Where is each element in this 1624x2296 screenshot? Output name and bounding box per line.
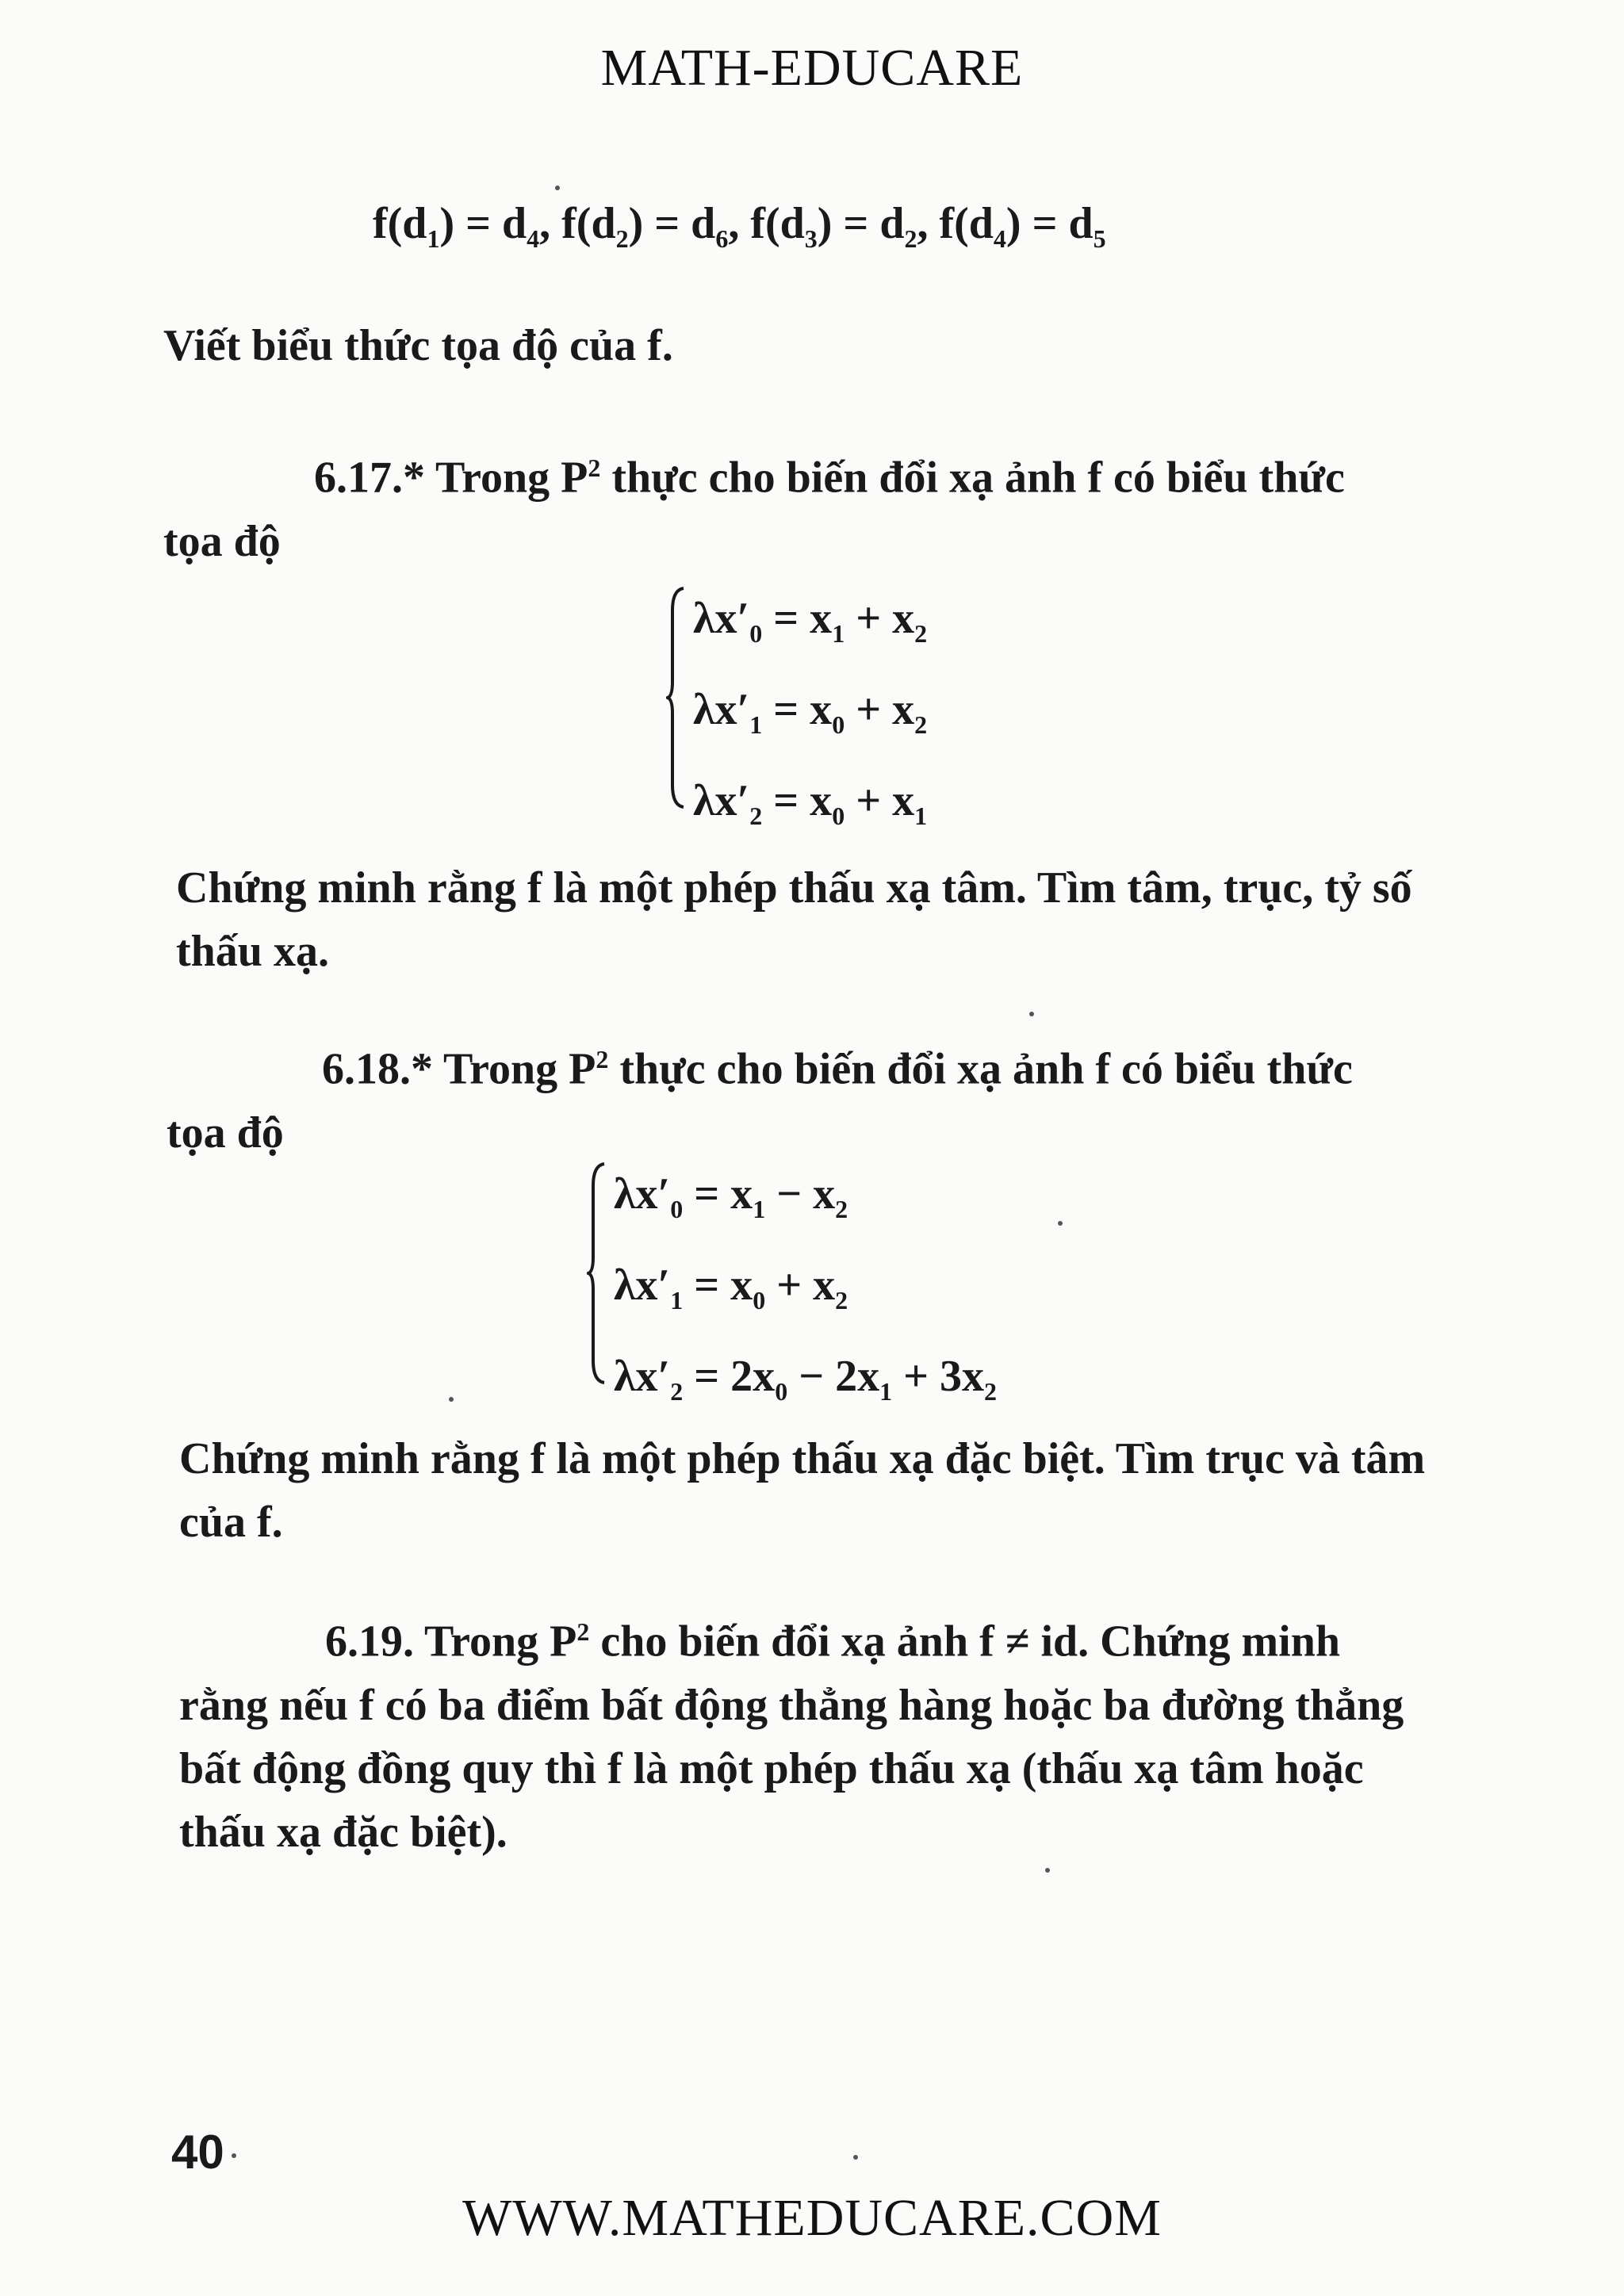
term: = x [762, 594, 833, 643]
exercise-6-18-line2: tọa độ [167, 1108, 284, 1158]
mapping-equation [373, 198, 1106, 254]
sub: 2 [670, 1377, 684, 1406]
term: λx′ [614, 1261, 671, 1311]
term: = x [683, 1169, 753, 1219]
system-row [614, 1156, 997, 1247]
system-6-18 [587, 1156, 997, 1430]
term: λx′ [693, 776, 750, 826]
exercise-number: 6.19. [325, 1617, 414, 1667]
term: = x [762, 776, 833, 826]
exercise-6-19 [179, 1600, 1432, 1864]
exercise-6-17-line2: tọa độ [163, 516, 281, 566]
sub: 2 [835, 1286, 848, 1315]
scan-speck [449, 1397, 454, 1402]
exercise-number: 6.17.* [314, 453, 425, 503]
sub: 2 [984, 1377, 998, 1406]
term: + x [845, 685, 915, 735]
sub: 0 [753, 1286, 766, 1315]
term: + 3x [892, 1352, 985, 1402]
sub: 2 [914, 619, 928, 649]
system-row [693, 580, 927, 672]
task-line: Chứng minh rằng f là một phép thấu xạ tâm. Tìm tâm, trục, tỷ số [176, 863, 1412, 913]
left-brace-icon [666, 587, 687, 809]
text-run: thực cho biến đổi xạ ảnh f có biểu thức [608, 1044, 1353, 1094]
eq-sub: 3 [804, 224, 818, 254]
term: λx′ [693, 594, 750, 643]
eq-part: , f(d [917, 199, 994, 248]
system-6-17 [666, 580, 927, 855]
exercise-6-19-line2: rằng nếu f có ba điểm bất động thẳng hàng hoặc ba đường thẳng [179, 1680, 1404, 1730]
eq-sub: 6 [715, 224, 729, 254]
page-footer-url: WWW.MATHEDUCARE.COM [462, 2189, 1162, 2247]
task-line: thấu xạ. [176, 927, 329, 976]
term: = x [683, 1261, 753, 1311]
eq-part: , f(d [539, 199, 616, 248]
scan-speck [232, 2153, 236, 2158]
exercise-6-18-line1 [167, 1027, 1432, 1101]
system-row [693, 763, 927, 854]
eq-sub: 1 [427, 224, 440, 254]
eq-part: , f(d [728, 199, 805, 248]
scan-speck [1058, 1221, 1063, 1226]
term: + x [845, 594, 915, 643]
term: − 2x [787, 1352, 880, 1402]
task-line: của f. [179, 1498, 283, 1547]
sub: 0 [832, 802, 845, 831]
text-run: thực cho biến đổi xạ ảnh f có biểu thức [600, 453, 1345, 503]
term: λx′ [614, 1352, 671, 1402]
term: = 2x [683, 1352, 776, 1402]
eq-part: ) = d [1005, 199, 1094, 248]
sub: 1 [753, 1195, 766, 1224]
eq-sub: 2 [615, 224, 629, 254]
sub: 0 [670, 1195, 684, 1224]
superscript: 2 [596, 1045, 609, 1073]
sub: 0 [775, 1377, 788, 1406]
exercise-number: 6.18.* [322, 1044, 433, 1094]
exercise-6-19-line1 [179, 1600, 1432, 1674]
text-run: Trong P [414, 1617, 577, 1667]
intro-line: Viết biểu thức tọa độ của f. [163, 321, 673, 370]
eq-sub: 4 [527, 224, 540, 254]
exercise-6-19-line4: thấu xạ đặc biệt). [179, 1807, 508, 1857]
eq-part: ) = d [628, 199, 716, 248]
sub: 0 [832, 710, 845, 740]
exercise-6-17-line1 [163, 436, 1442, 510]
superscript: 2 [576, 1617, 590, 1646]
sub: 2 [914, 710, 928, 740]
sub: 1 [832, 619, 845, 649]
eq-sub: 5 [1093, 224, 1106, 254]
eq-sub: 4 [993, 224, 1006, 254]
term: = x [762, 685, 833, 735]
sub: 1 [670, 1286, 684, 1315]
sub: 2 [835, 1195, 848, 1224]
intro-paragraph [163, 314, 673, 377]
text-run: Trong P [425, 453, 588, 503]
scan-speck [1045, 1868, 1050, 1873]
term: λx′ [693, 685, 750, 735]
sub: 0 [749, 619, 763, 649]
term: + x [765, 1261, 836, 1311]
sub: 1 [879, 1377, 893, 1406]
term: λx′ [614, 1169, 671, 1219]
system-row [614, 1247, 997, 1338]
task-line: Chứng minh rằng f là một phép thấu xạ đặc biệt. Tìm trục và tâm [179, 1434, 1426, 1483]
eq-sub: 2 [904, 224, 917, 254]
term: + x [845, 776, 915, 826]
superscript: 2 [588, 453, 601, 482]
exercise-6-17-task [176, 856, 1442, 983]
exercise-6-18 [167, 1027, 1432, 1165]
eq-part: ) = d [817, 199, 905, 248]
sub: 1 [914, 802, 928, 831]
term: − x [765, 1169, 836, 1219]
exercise-6-17 [163, 436, 1442, 573]
left-brace-icon [587, 1162, 607, 1384]
scan-speck [1029, 1012, 1034, 1016]
exercise-6-18-task [179, 1427, 1432, 1554]
sub: 2 [749, 802, 763, 831]
system-row [614, 1338, 997, 1429]
scan-speck [555, 186, 560, 190]
eq-part: f(d [373, 199, 427, 248]
exercise-6-19-line3: bất động đồng quy thì f là một phép thấu xạ (thấu xạ tâm hoặc [179, 1743, 1364, 1793]
text-run: cho biến đổi xạ ảnh f ≠ id. Chứng minh [589, 1617, 1341, 1667]
text-run: Trong P [433, 1044, 596, 1094]
page-number: 40 [171, 2126, 224, 2179]
sub: 1 [749, 710, 763, 740]
scan-speck [853, 2155, 858, 2160]
eq-part: ) = d [439, 199, 527, 248]
page-header-title: MATH-EDUCARE [600, 39, 1024, 97]
system-row [693, 672, 927, 763]
